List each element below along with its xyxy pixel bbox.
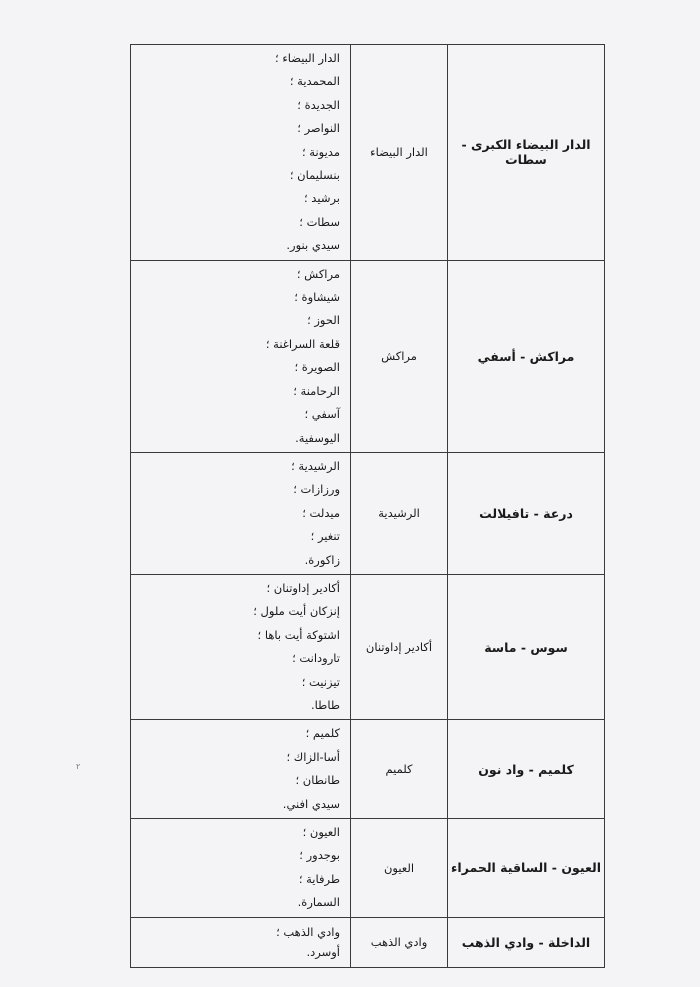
chief-town: العيون xyxy=(351,819,448,918)
regions-table xyxy=(130,44,605,968)
chief-town: كلميم xyxy=(351,720,448,819)
province-item: قلعة السراغنة ؛ xyxy=(265,336,340,351)
provinces-cell xyxy=(131,819,351,918)
province-item: بنسليمان ؛ xyxy=(289,168,340,183)
province-item: تنغير ؛ xyxy=(310,529,340,544)
province-item: السمارة. xyxy=(297,895,340,910)
province-item: اليوسفية. xyxy=(295,430,340,445)
province-item: الجديدة ؛ xyxy=(297,97,340,112)
provinces-list xyxy=(139,263,340,450)
province-item: ورزازات ؛ xyxy=(293,482,340,497)
province-item: تارودانت ؛ xyxy=(292,651,340,666)
chief-town: الدار البيضاء xyxy=(351,45,448,261)
region-name: مراكش - أسفي xyxy=(448,260,605,452)
province-item: الرحامنة ؛ xyxy=(293,383,340,398)
provinces-cell xyxy=(131,260,351,452)
table-row xyxy=(131,720,605,819)
provinces-list xyxy=(139,455,340,572)
region-name: الداخلة - وادي الذهب xyxy=(448,917,605,967)
region-name: الدار البيضاء الكبرى - سطات xyxy=(448,45,605,261)
margin-mark: ٢ xyxy=(76,762,81,771)
provinces-list xyxy=(139,47,340,258)
provinces-list xyxy=(139,722,340,816)
province-item: أكادير إداوتنان ؛ xyxy=(266,580,340,595)
province-item: الصويرة ؛ xyxy=(294,360,340,375)
chief-town: أكادير إداوتنان xyxy=(351,574,448,719)
province-item: تيزنيت ؛ xyxy=(301,674,340,689)
region-name: درعة - تافيلالت xyxy=(448,452,605,574)
province-item: كلميم ؛ xyxy=(305,726,340,741)
table-row xyxy=(131,452,605,574)
province-item: المحمدية ؛ xyxy=(289,74,340,89)
region-name: كلميم - واد نون xyxy=(448,720,605,819)
province-item: مراكش ؛ xyxy=(296,266,340,281)
chief-town: الرشيدية xyxy=(351,452,448,574)
province-item: سيدي افني. xyxy=(282,796,340,811)
provinces-cell xyxy=(131,45,351,261)
province-item: شيشاوة ؛ xyxy=(294,290,340,305)
chief-town: مراكش xyxy=(351,260,448,452)
province-item: زاكورة. xyxy=(304,552,340,567)
province-item: أسا-الزاك ؛ xyxy=(286,749,340,764)
province-item: وادي الذهب ؛ xyxy=(276,925,340,940)
provinces-cell xyxy=(131,917,351,967)
region-name: العيون - الساقية الحمراء xyxy=(448,819,605,918)
province-item: ميدلت ؛ xyxy=(302,505,340,520)
provinces-cell xyxy=(131,574,351,719)
provinces-list xyxy=(139,821,340,915)
table-row xyxy=(131,574,605,719)
province-item: العيون ؛ xyxy=(302,825,340,839)
provinces-list xyxy=(139,577,340,717)
table-row xyxy=(131,260,605,452)
province-item: بوجدور ؛ xyxy=(299,848,340,863)
table-row xyxy=(131,45,605,261)
province-item: طانطان ؛ xyxy=(295,773,340,788)
province-item: النواصر ؛ xyxy=(297,121,340,136)
provinces-list xyxy=(139,922,340,962)
province-item: طرفاية ؛ xyxy=(298,871,340,886)
region-name: سوس - ماسة xyxy=(448,574,605,719)
province-item: الدار البيضاء ؛ xyxy=(275,51,340,65)
province-item: الحوز ؛ xyxy=(307,313,340,328)
province-item: برشيد ؛ xyxy=(304,191,340,206)
province-item: طاطا. xyxy=(311,697,340,712)
province-item: سيدي بنور. xyxy=(286,238,340,253)
table-row xyxy=(131,917,605,967)
province-item: سطات ؛ xyxy=(299,214,340,229)
province-item: آسفي ؛ xyxy=(304,407,340,422)
province-item: أوسرد. xyxy=(306,945,340,960)
provinces-cell xyxy=(131,452,351,574)
provinces-cell xyxy=(131,720,351,819)
province-item: إنزكان أيت ملول ؛ xyxy=(253,604,340,619)
province-item: مديونة ؛ xyxy=(301,144,340,159)
province-item: الرشيدية ؛ xyxy=(291,458,340,473)
province-item: اشتوكة أيت باها ؛ xyxy=(257,627,340,642)
chief-town: وادي الذهب xyxy=(351,917,448,967)
table-row xyxy=(131,819,605,918)
